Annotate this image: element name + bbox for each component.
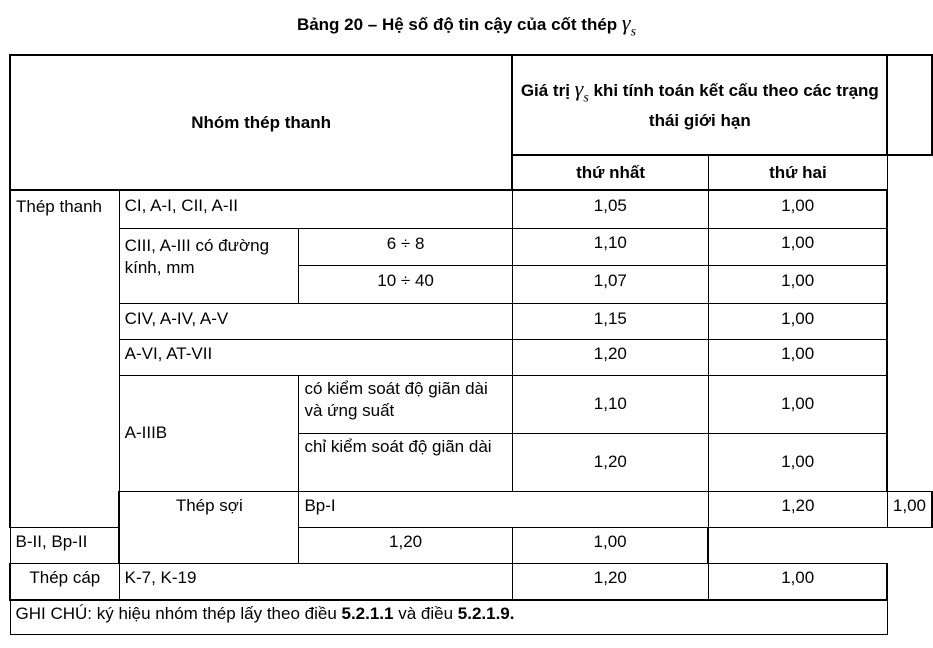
row-k7-first: 1,20 bbox=[512, 563, 708, 600]
row-label-ciii: CIII, A-III có đường kính, mm bbox=[119, 228, 299, 303]
row-k7-second: 1,00 bbox=[708, 563, 887, 600]
note-ref-1: 5.2.1.1 bbox=[341, 604, 394, 623]
table-title-text: Bảng 20 – Hệ số độ tin cậy của cốt thép bbox=[296, 15, 618, 34]
row-ciii-sub2-label: 10 ÷ 40 bbox=[299, 265, 512, 303]
row-label-ci: CI, A-I, CII, A-II bbox=[119, 190, 512, 228]
row-label-civ: CIV, A-IV, A-V bbox=[119, 303, 512, 339]
row-aiiib-sub1-second: 1,00 bbox=[708, 375, 887, 433]
row-ciii-sub1-second: 1,00 bbox=[708, 228, 887, 265]
row-label-avi: A-VI, AT-VII bbox=[119, 339, 512, 375]
row-ci-second: 1,00 bbox=[708, 190, 887, 228]
row-ciii-sub2-second: 1,00 bbox=[708, 265, 887, 303]
row-ci-first: 1,05 bbox=[512, 190, 708, 228]
group-thep-cap: Thép cáp bbox=[10, 563, 119, 600]
table-title bbox=[0, 10, 933, 40]
table-note: GHI CHÚ: ký hiệu nhóm thép lấy theo điều 5.2.1.1 và điều 5.2.1.9. bbox=[10, 600, 887, 634]
group-thep-thanh: Thép thanh bbox=[10, 190, 119, 527]
row-aiiib-sub1-label: có kiểm soát độ giãn dài và ứng suất bbox=[299, 375, 512, 433]
header-second-limit: thứ hai bbox=[708, 155, 887, 190]
gamma-symbol: $\gamma_s$ bbox=[621, 10, 637, 40]
row-label-bii: B-II, Bp-II bbox=[10, 527, 299, 563]
row-aiiib-sub2-label: chỉ kiểm soát độ giãn dài bbox=[299, 433, 512, 491]
row-bpi-second: 1,00 bbox=[887, 491, 932, 527]
row-avi-second: 1,00 bbox=[708, 339, 887, 375]
group-thep-soi: Thép sợi bbox=[119, 491, 299, 563]
row-aiiib-sub2-second: 1,00 bbox=[708, 433, 887, 491]
header-group: Nhóm thép thanh bbox=[10, 55, 512, 190]
note-ref-2: 5.2.1.9. bbox=[457, 604, 515, 623]
row-avi-first: 1,20 bbox=[512, 339, 708, 375]
row-aiiib-sub2-first: 1,20 bbox=[512, 433, 708, 491]
gamma-symbol-header: $\gamma_s$ bbox=[574, 76, 589, 106]
row-ciii-sub2-first: 1,07 bbox=[512, 265, 708, 303]
header-first-limit: thứ nhất bbox=[512, 155, 708, 190]
row-bii-first: 1,20 bbox=[299, 527, 512, 563]
row-label-aiiib: A-IIIB bbox=[119, 375, 299, 491]
row-label-bpi: Bp-I bbox=[299, 491, 708, 527]
row-civ-first: 1,15 bbox=[512, 303, 708, 339]
row-aiiib-sub1-first: 1,10 bbox=[512, 375, 708, 433]
reliability-coefficient-table bbox=[9, 54, 933, 635]
row-ciii-sub1-first: 1,10 bbox=[512, 228, 708, 265]
row-civ-second: 1,00 bbox=[708, 303, 887, 339]
row-ciii-sub1-label: 6 ÷ 8 bbox=[299, 228, 512, 265]
row-bii-second: 1,00 bbox=[512, 527, 708, 563]
row-label-k7: K-7, K-19 bbox=[119, 563, 512, 600]
row-bpi-first: 1,20 bbox=[708, 491, 887, 527]
header-value: Giá trị $\gamma_s$ khi tính toán kết cấu theo các trạng thái giới hạn bbox=[512, 55, 887, 155]
